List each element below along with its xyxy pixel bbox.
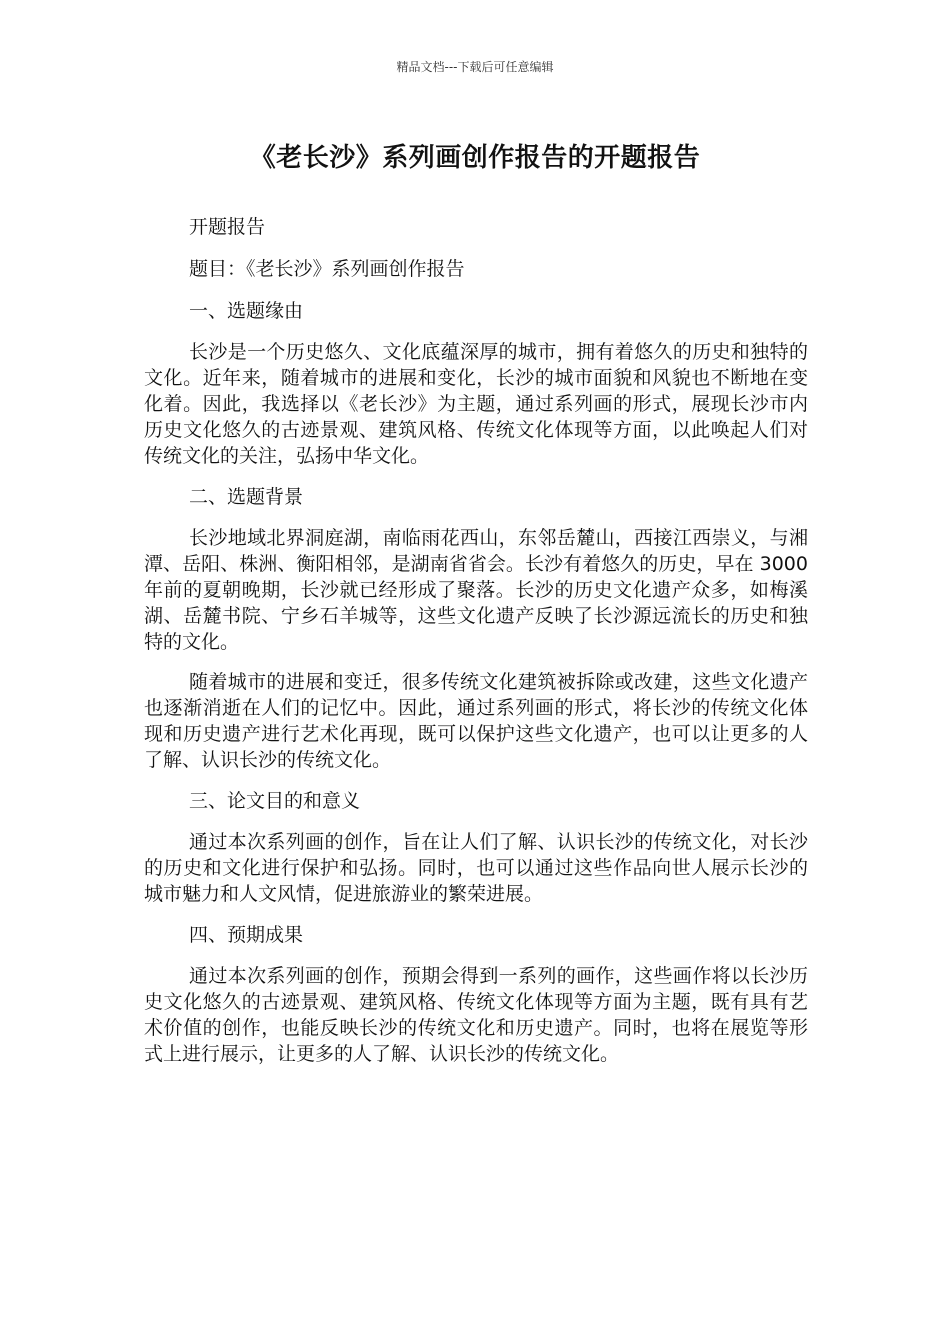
section-paragraph: 通过本次系列画的创作，旨在让人们了解、认识长沙的传统文化，对长沙的历史和文化进行保护和弘扬。同时，也可以通过这些作品向世人展示长沙的城市魅力和人文风情，促进旅游业的繁荣进展。 <box>144 831 808 905</box>
document-body <box>144 213 808 1081</box>
section-heading-reason: 一、选题缘由 <box>189 300 304 322</box>
topic-line: 题目：《老长沙》系列画创作报告 <box>189 258 465 280</box>
page-header: 精品文档---下载后可任意编辑 <box>396 60 554 74</box>
section-heading-background: 二、选题背景 <box>189 486 304 508</box>
section-paragraph: 长沙地域北界洞庭湖，南临雨花西山，东邻岳麓山，西接江西崇义，与湘潭、岳阳、株洲、衡阳相邻，是湖南省省会。长沙有着悠久的历史，早在 3000 年前的夏朝晚期，长沙就已经形成了聚落。长沙的历史文化遗产众多，如梅溪湖、岳麓书院、宁乡石羊城等，这些文化遗产反映了长沙源远流长的历史和独特的文化。 <box>144 527 808 653</box>
section-heading-purpose: 三、论文目的和意义 <box>189 790 361 812</box>
report-label: 开题报告 <box>189 216 266 238</box>
section-paragraph: 长沙是一个历史悠久、文化底蕴深厚的城市，拥有着悠久的历史和独特的文化。近年来，随着城市的进展和变化，长沙的城市面貌和风貌也不断地在变化着。因此，我选择以《老长沙》为主题，通过系列画的形式，展现长沙市内历史文化悠久的古迹景观、建筑风格、传统文化体现等方面，以此唤起人们对传统文化的关注，弘扬中华文化。 <box>144 341 808 467</box>
document-title: 《老长沙》系列画创作报告的开题报告 <box>249 143 701 173</box>
section-heading-results: 四、预期成果 <box>189 924 304 946</box>
section-paragraph: 随着城市的进展和变迁，很多传统文化建筑被拆除或改建，这些文化遗产也逐渐消逝在人们的记忆中。因此，通过系列画的形式，将长沙的传统文化体现和历史遗产进行艺术化再现，既可以保护这些文化遗产，也可以让更多的人了解、认识长沙的传统文化。 <box>144 671 808 771</box>
section-paragraph: 通过本次系列画的创作，预期会得到一系列的画作，这些画作将以长沙历史文化悠久的古迹景观、建筑风格、传统文化体现等方面为主题，既有具有艺术价值的创作，也能反映长沙的传统文化和历史遗产。同时，也将在展览等形式上进行展示，让更多的人了解、认识长沙的传统文化。 <box>144 965 808 1065</box>
